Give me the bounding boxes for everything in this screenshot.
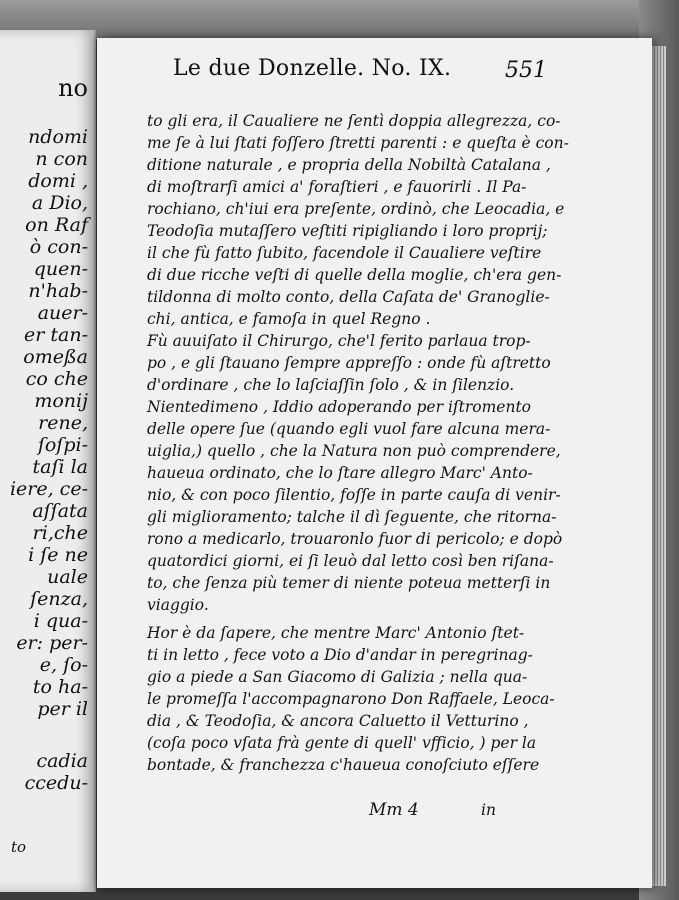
previous-page-line: auer- — [37, 302, 88, 324]
previous-page-line: ſoſpi- — [37, 434, 88, 456]
text-line: tildonna di molto conto, della Caſata de' Granoglie- — [147, 288, 550, 306]
previous-page-line: n con — [35, 148, 88, 170]
catchword: in — [481, 801, 496, 819]
previous-page-line: monij — [34, 390, 88, 412]
text-line: di moſtrarſi amici a' foraſtieri , e fauorirli . Il Pa- — [147, 178, 527, 196]
text-line: Nientedimeno , Iddio adoperando per iſtromento — [147, 398, 532, 416]
page-number: 551 — [505, 58, 547, 83]
text-line: gli miglioramento; talche il dì ſeguente, che ritorna- — [147, 508, 557, 526]
previous-page-line: to ha- — [32, 676, 88, 698]
text-line: ditione naturale , e propria della Nobiltà Catalana , — [147, 156, 551, 174]
text-line: haueua ordinato, che lo ſtare allegro Marc' Anto- — [147, 464, 533, 482]
previous-page-folio: to — [10, 838, 26, 856]
text-line: to, che ſenza più temer di niente poteua metterſi in — [147, 574, 551, 592]
previous-page-line: e, ſo- — [39, 654, 88, 676]
text-line: gio a piede a San Giacomo di Galizia ; nella qua- — [147, 668, 528, 686]
text-line: d'ordinare , che lo laſciaſſin ſolo , & in ſilenzio. — [147, 376, 515, 394]
text-line: Hor è da ſapere, che mentre Marc' Antonio ſtet- — [147, 624, 525, 642]
text-line: bontade, & franchezza c'haueua conoſciuto eſſere — [147, 756, 540, 774]
previous-page-line: ſenza, — [30, 588, 88, 610]
text-line: ti in letto , fece voto a Dio d'andar in peregrinag- — [147, 646, 533, 664]
previous-page-line: n'hab- — [28, 280, 88, 302]
book-page — [97, 38, 652, 888]
signature-mark: Mm 4 — [369, 800, 419, 820]
previous-page — [0, 30, 96, 892]
previous-page-line: i ſe ne — [28, 544, 88, 566]
previous-page-line: ndomi — [28, 126, 88, 148]
previous-page-line: uale — [47, 566, 88, 588]
previous-page-line: ò con- — [29, 236, 88, 258]
text-line: to gli era, il Caualiere ne ſentì doppia allegrezza, co- — [147, 112, 561, 130]
text-line: Teodoſia mutaſſero veſtiti ripigliando i loro proprij; — [147, 222, 548, 240]
text-line: Fù auuiſato il Chirurgo, che'l ferito parlaua trop- — [147, 332, 531, 350]
previous-page-line: iere, ce- — [9, 478, 88, 500]
previous-page-line: taſi la — [32, 456, 88, 478]
text-line: rochiano, ch'iui era preſente, ordinò, che Leocadia, e — [147, 200, 565, 218]
running-head: Le due Donzelle. No. IX. — [173, 56, 452, 81]
previous-page-line: aſſata — [32, 500, 88, 522]
text-line: di due ricche veſti di quelle della moglie, ch'era gen- — [147, 266, 562, 284]
previous-page-title-fragment: no — [58, 74, 88, 102]
previous-page-line: omeßa — [23, 346, 88, 368]
text-line: uiglia,) quello , che la Natura non può comprendere, — [147, 442, 561, 460]
text-line: nio, & con poco ſilentio, foſſe in parte cauſa di venir- — [147, 486, 561, 504]
text-line: il che fù fatto ſubito, facendole il Caualiere veſtire — [147, 244, 542, 262]
previous-page-line: i qua- — [33, 610, 88, 632]
text-line: delle opere ſue (quando egli vuol fare alcuna mera- — [147, 420, 551, 438]
text-line: po , e gli ſtauano ſempre appreſſo : onde fù aſtretto — [147, 354, 551, 372]
text-line: (coſa poco vſata frà gente di quell' vfficio, ) per la — [147, 734, 537, 752]
text-line: rono a medicarlo, trouaronlo fuor di pericolo; e dopò — [147, 530, 563, 548]
previous-page-line: er tan- — [24, 324, 88, 346]
page-edges — [652, 46, 666, 886]
previous-page-line: ri,che — [32, 522, 88, 544]
previous-page-line: co che — [25, 368, 88, 390]
text-line: le promeſſa l'accompagnarono Don Raffaele, Leoca- — [147, 690, 555, 708]
text-line: chi, antica, e famoſa in quel Regno . — [147, 310, 431, 328]
previous-page-line: domi , — [28, 170, 88, 192]
text-line: me ſe à lui ſtati foſſero ſtretti parenti : e queſta è con- — [147, 134, 569, 152]
previous-page-line: per il — [37, 698, 88, 720]
previous-page-line: ccedu- — [24, 772, 88, 794]
previous-page-line: er: per- — [16, 632, 88, 654]
previous-page-line: rene, — [38, 412, 88, 434]
previous-page-line: quen- — [33, 258, 88, 280]
previous-page-line: cadia — [36, 750, 88, 772]
text-line: dia , & Teodoſia, & ancora Caluetto il Vetturino , — [147, 712, 529, 730]
previous-page-line: a Dio, — [31, 192, 88, 214]
background-surface — [0, 0, 679, 40]
previous-page-line: on Raf — [25, 214, 88, 236]
text-line: quatordici giorni, ei ſi leuò dal letto così ben riſana- — [147, 552, 554, 570]
text-line: viaggio. — [147, 596, 209, 614]
